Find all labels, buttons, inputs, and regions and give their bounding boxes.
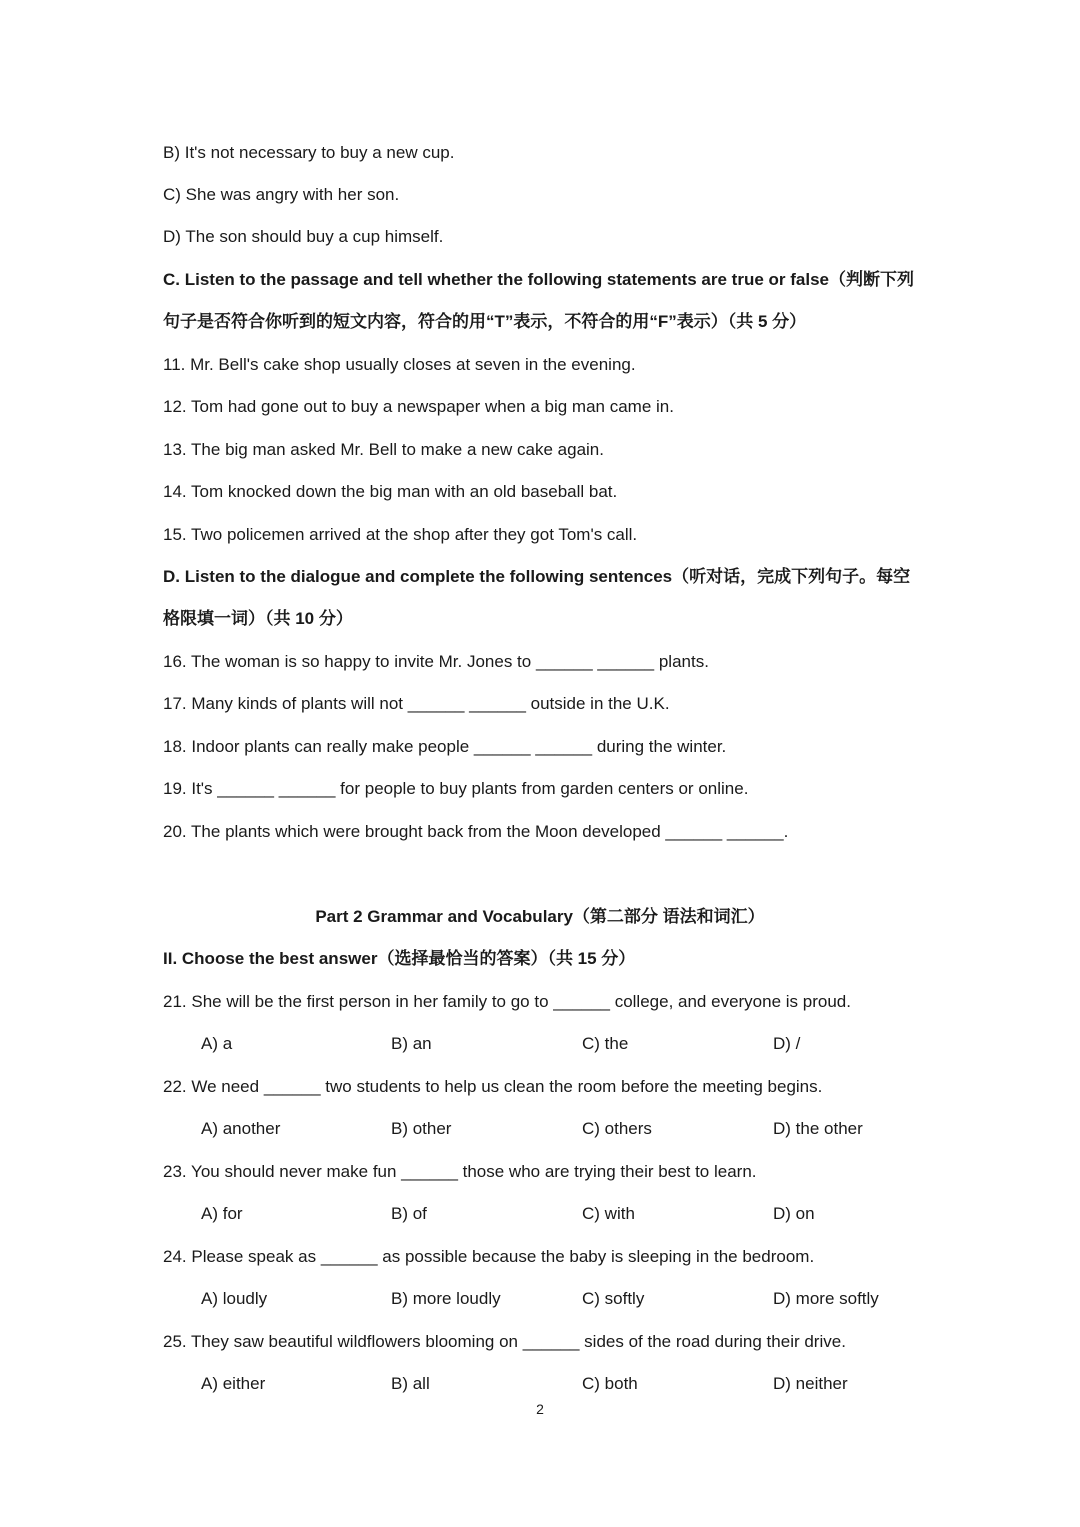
page-number: 2 [536, 1401, 544, 1417]
q25-option-d: D) neither [773, 1374, 848, 1393]
q22-option-c: C) others [582, 1119, 652, 1138]
q25-option-a: A) either [201, 1374, 266, 1393]
q23-option-b: B) of [391, 1204, 427, 1223]
section-c-heading: C. Listen to the passage and tell whether the following statements are true or false（判断下列 [163, 270, 914, 289]
statement-15: 15. Two policemen arrived at the shop after they got Tom's call. [163, 525, 638, 544]
section-d-heading: D. Listen to the dialogue and complete the following sentences（听对话，完成下列句子。每空 [163, 567, 911, 586]
sentence-19: 19. It's ______ ______ for people to buy plants from garden centers or online. [163, 779, 749, 798]
q22-option-b: B) other [391, 1119, 452, 1138]
statement-13: 13. The big man asked Mr. Bell to make a new cake again. [163, 440, 604, 459]
q25-option-b: B) all [391, 1374, 430, 1393]
q25-option-c: C) both [582, 1374, 638, 1393]
q23-option-a: A) for [201, 1204, 243, 1223]
question-21: 21. She will be the first person in her family to go to ______ college, and everyone is proud. [163, 992, 851, 1011]
sentence-18: 18. Indoor plants can really make people ______ ______ during the winter. [163, 737, 727, 756]
q21-option-b: B) an [391, 1034, 432, 1053]
q24-option-a: A) loudly [201, 1289, 268, 1308]
option-d: D) The son should buy a cup himself. [163, 227, 444, 246]
statement-11: 11. Mr. Bell's cake shop usually closes at seven in the evening. [163, 355, 636, 374]
sentence-17: 17. Many kinds of plants will not ______ ______ outside in the U.K. [163, 694, 670, 713]
q21-option-a: A) a [201, 1034, 233, 1053]
q22-option-d: D) the other [773, 1119, 863, 1138]
statement-12: 12. Tom had gone out to buy a newspaper when a big man came in. [163, 397, 674, 416]
sentence-20: 20. The plants which were brought back from the Moon developed ______ ______. [163, 822, 789, 841]
q21-option-d: D) / [773, 1034, 801, 1053]
part-2-title: Part 2 Grammar and Vocabulary（第二部分 语法和词汇） [315, 907, 765, 926]
sentence-16: 16. The woman is so happy to invite Mr. Jones to ______ ______ plants. [163, 652, 709, 671]
question-25: 25. They saw beautiful wildflowers blooming on ______ sides of the road during their drive. [163, 1332, 846, 1351]
question-23: 23. You should never make fun ______ those who are trying their best to learn. [163, 1162, 757, 1181]
q24-option-d: D) more softly [773, 1289, 879, 1308]
question-24: 24. Please speak as ______ as possible because the baby is sleeping in the bedroom. [163, 1247, 815, 1266]
section-ii-heading: II. Choose the best answer（选择最恰当的答案）（共 15 分） [163, 949, 636, 968]
option-b: B) It's not necessary to buy a new cup. [163, 143, 455, 162]
q24-option-c: C) softly [582, 1289, 645, 1308]
q23-option-c: C) with [582, 1204, 635, 1223]
q23-option-d: D) on [773, 1204, 815, 1223]
section-d-heading-cont: 格限填一词）（共 10 分） [163, 609, 353, 628]
section-c-heading-cont: 句子是否符合你听到的短文内容，符合的用“T”表示，不符合的用“F”表示）（共 5 分） [163, 312, 807, 331]
q22-option-a: A) another [201, 1119, 281, 1138]
q21-option-c: C) the [582, 1034, 629, 1053]
option-c: C) She was angry with her son. [163, 185, 400, 204]
statement-14: 14. Tom knocked down the big man with an old baseball bat. [163, 482, 618, 501]
question-22: 22. We need ______ two students to help us clean the room before the meeting begins. [163, 1077, 823, 1096]
q24-option-b: B) more loudly [391, 1289, 501, 1308]
